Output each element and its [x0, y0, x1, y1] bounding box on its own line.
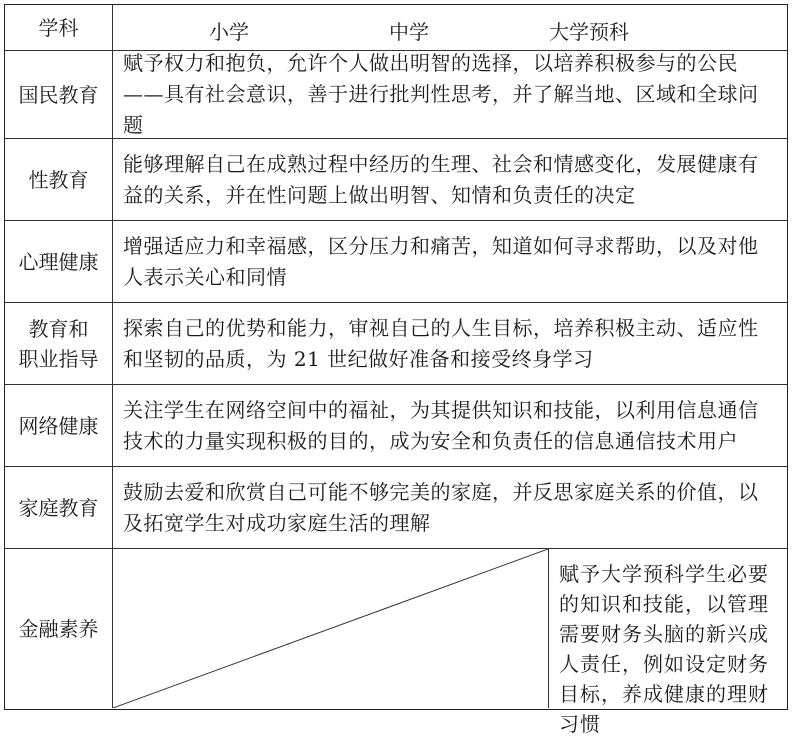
subject-cell [5, 385, 113, 466]
table-row [5, 467, 787, 549]
header-subject-label: 学科 [38, 15, 79, 40]
content-text: 探索自己的优势和能力，审视自己的人生目标，培养积极主动、适应性和坚韧的品质，为 21 世纪做好准备和接受终身学习 [123, 315, 759, 371]
header-row [5, 5, 787, 51]
subject-cell [5, 303, 113, 384]
subject-label: 性教育 [28, 167, 89, 192]
subject-label [19, 314, 99, 374]
table-row [5, 549, 787, 736]
content-text: 鼓励去爱和欣赏自己可能不够完美的家庭，并反思家庭关系的价值，以及拓宽学生对成功家庭生活的理解 [123, 479, 759, 535]
table-row [5, 51, 787, 139]
content-cell [549, 549, 787, 736]
content-cell [113, 467, 787, 548]
content-cell [113, 221, 787, 302]
header-level-secondary: 中学 [389, 20, 429, 44]
subject-label: 心理健康 [18, 249, 99, 274]
subject-label-line1: 教育和 [28, 316, 89, 341]
content-text: 能够理解自己在成熟过程中经历的生理、社会和情感变化，发展健康有益的关系，并在性问题上做出明智、知情和负责任的决定 [123, 151, 759, 207]
table-row [5, 139, 787, 221]
subject-cell [5, 221, 113, 302]
table-row [5, 221, 787, 303]
subject-cell [5, 467, 113, 548]
header-level-preuniversity: 大学预科 [549, 20, 629, 44]
table-row [5, 385, 787, 467]
content-cell [113, 51, 787, 138]
content-text: 关注学生在网络空间中的福祉，为其提供知识和技能，以利用信息通信技术的力量实现积极的目的，成为安全和负责任的信息通信技术用户 [123, 397, 759, 453]
not-applicable-cell [113, 549, 549, 708]
header-level-primary: 小学 [209, 20, 249, 44]
subject-cell [5, 549, 113, 708]
subject-label: 网络健康 [18, 413, 99, 438]
diagonal-line [113, 549, 548, 708]
table-row [5, 303, 787, 385]
content-cell [113, 385, 787, 466]
header-subject-cell [5, 5, 113, 50]
subject-label-line2: 职业指导 [18, 346, 99, 371]
subject-label: 国民教育 [18, 82, 99, 107]
content-text: 赋予权力和抱负，允许个人做出明智的选择，以培养积极参与的公民——具有社会意识，善于进行批判性思考，并了解当地、区域和全球问题 [123, 51, 759, 137]
header-levels-cell [113, 5, 787, 50]
content-cell [113, 303, 787, 384]
curriculum-table [4, 4, 788, 736]
subject-cell [5, 139, 113, 220]
subject-label: 家庭教育 [18, 495, 99, 520]
content-cell [113, 139, 787, 220]
subject-label: 金融素养 [18, 616, 99, 641]
content-text: 增强适应力和幸福感，区分压力和痛苦，知道如何寻求帮助，以及对他人表示关心和同情 [123, 233, 759, 289]
subject-cell [5, 51, 113, 138]
content-text: 赋予大学预科学生必要的知识和技能，以管理需要财务头脑的新兴成人责任，例如设定财务目标，养成健康的理财习惯 [559, 562, 769, 736]
